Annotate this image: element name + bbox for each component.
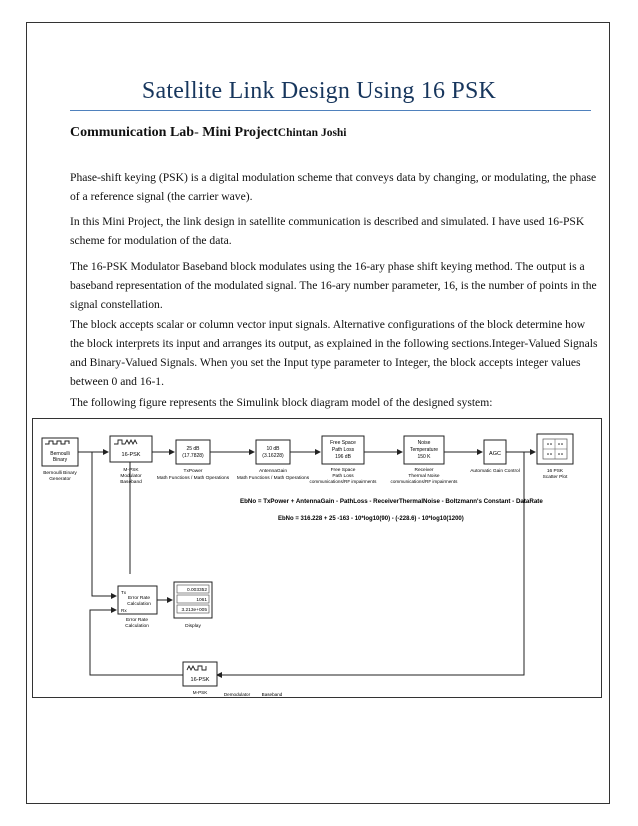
display-caption: Display <box>185 624 201 629</box>
demodulator-caption-3: Baseband <box>261 692 283 697</box>
bernoulli-caption-1: Bernoulli Binary <box>43 471 77 476</box>
demodulator-caption-2: Demodulator <box>223 692 251 697</box>
modulator-caption-3: Baseband <box>120 480 142 485</box>
txpower-caption-1: TxPower <box>183 469 203 474</box>
txpower-inner-2: (17.7828) <box>182 453 204 459</box>
display-value-ber: 0.003352 <box>186 588 207 593</box>
document-subtitle <box>70 125 347 141</box>
error-rate-caption-1: Error Rate <box>125 618 149 623</box>
pathloss-caption-2: Path Loss <box>332 474 354 479</box>
paragraph-project: In this Mini Project, the link design in satellite communication is described and simulated. I have used 16-PSK scheme for modulation of the data. <box>70 215 585 247</box>
txpower-caption-2: Math Functions / Math Operations <box>156 476 230 481</box>
subtitle-sep: - <box>194 125 203 140</box>
pathloss-caption-1: Free Space <box>330 468 356 473</box>
equation-ebno-values: EbNo = 316.228 + 25 -163 - 10*log10(90) - (-228.6) - 10*log10(1200) <box>278 516 464 522</box>
antenna-inner-2: (3.16228) <box>262 453 284 459</box>
agc-inner: AGC <box>489 451 501 457</box>
block-bernoulli-generator <box>42 438 78 482</box>
pathloss-inner-1: Free Space <box>330 440 356 446</box>
bernoulli-caption-2: Generator <box>49 477 71 482</box>
scatter-caption-1: 16 PSK <box>546 469 564 474</box>
display-value-errors: 1061 <box>196 598 207 603</box>
error-rate-inner-2: Calculation <box>127 602 151 607</box>
txpower-inner-1: 25 dB <box>186 446 200 452</box>
author-name: Chintan Joshi <box>277 127 347 139</box>
display-value-bits: 3.213e+005 <box>181 608 207 613</box>
antenna-caption-2: Math Functions / Math Operations <box>236 476 310 481</box>
modulator-inner: 16-PSK <box>121 452 141 458</box>
noise-caption-1: Receiver <box>414 468 434 473</box>
paragraph-figure-intro: The following figure represents the Simulink block diagram model of the designed system: <box>70 396 493 409</box>
demodulator-inner: 16-PSK <box>190 677 210 683</box>
subtitle-prefix: Communication Lab <box>70 125 195 140</box>
simulink-block-diagram <box>32 418 602 698</box>
pathloss-inner-3: 196 dB <box>335 454 351 460</box>
modulator-caption-2: Modulator <box>120 474 142 479</box>
noise-inner-1: Noise <box>417 440 431 446</box>
bernoulli-inner-1: Bernoulli <box>50 451 70 457</box>
scatter-caption-2: Scatter Plot <box>542 475 568 480</box>
error-rate-in-rx: Rx <box>121 608 127 613</box>
modulator-caption-1: M-PSK <box>123 468 139 473</box>
subtitle-main: Mini Project <box>202 125 278 140</box>
error-rate-in-tx: Tx <box>121 590 127 595</box>
paragraph-block-input: The block accepts scalar or column vector input signals. Alternative configurations of the block determine how the block interprets its input and arranges its output, as explained in the following sections.Integer-Valued Signals and Binary-Valued Signals. When you set the Input type parameter to Integer, the block accepts integer values between 0 and 16-1. <box>70 318 598 388</box>
paragraph-psk-intro: Phase-shift keying (PSK) is a digital modulation scheme that conveys data by changing, or modulating, the phase of a reference signal (the carrier wave). <box>70 171 597 203</box>
error-rate-caption-2: Calculation <box>125 624 149 629</box>
antenna-inner-1: 10 dB <box>266 446 280 452</box>
antenna-caption-1: AntennaGain <box>258 469 288 474</box>
paragraph-modulator: The 16-PSK Modulator Baseband block modulates using the 16-ary phase shift keying method. The output is a baseband representation of the modulated signal. The 16-ary number parameter, 16, is the number of points in the signal constellation. <box>70 260 597 311</box>
noise-inner-3: 150 K <box>417 454 431 460</box>
document-title: Satellite Link Design Using 16 PSK <box>141 78 497 104</box>
noise-caption-3: communications/RF impairments <box>390 479 458 484</box>
equation-ebno-formula: EbNo = TxPower + AntennaGain - PathLoss - ReceiverThermalNoise - Boltzmann's Constant - DataRate <box>240 498 543 505</box>
pathloss-inner-2: Path Loss <box>331 447 355 453</box>
noise-caption-2: Thermal Noise <box>408 474 440 479</box>
noise-inner-2: Temperature <box>409 447 439 453</box>
agc-caption: Automatic Gain Control <box>470 469 520 474</box>
title-rule <box>70 110 591 111</box>
pathloss-caption-3: communications/RF impairments <box>309 479 377 484</box>
bernoulli-inner-2: Binary <box>52 457 68 463</box>
error-rate-inner-1: Error Rate <box>127 596 151 601</box>
demodulator-caption-1: M-PSK <box>192 690 208 695</box>
